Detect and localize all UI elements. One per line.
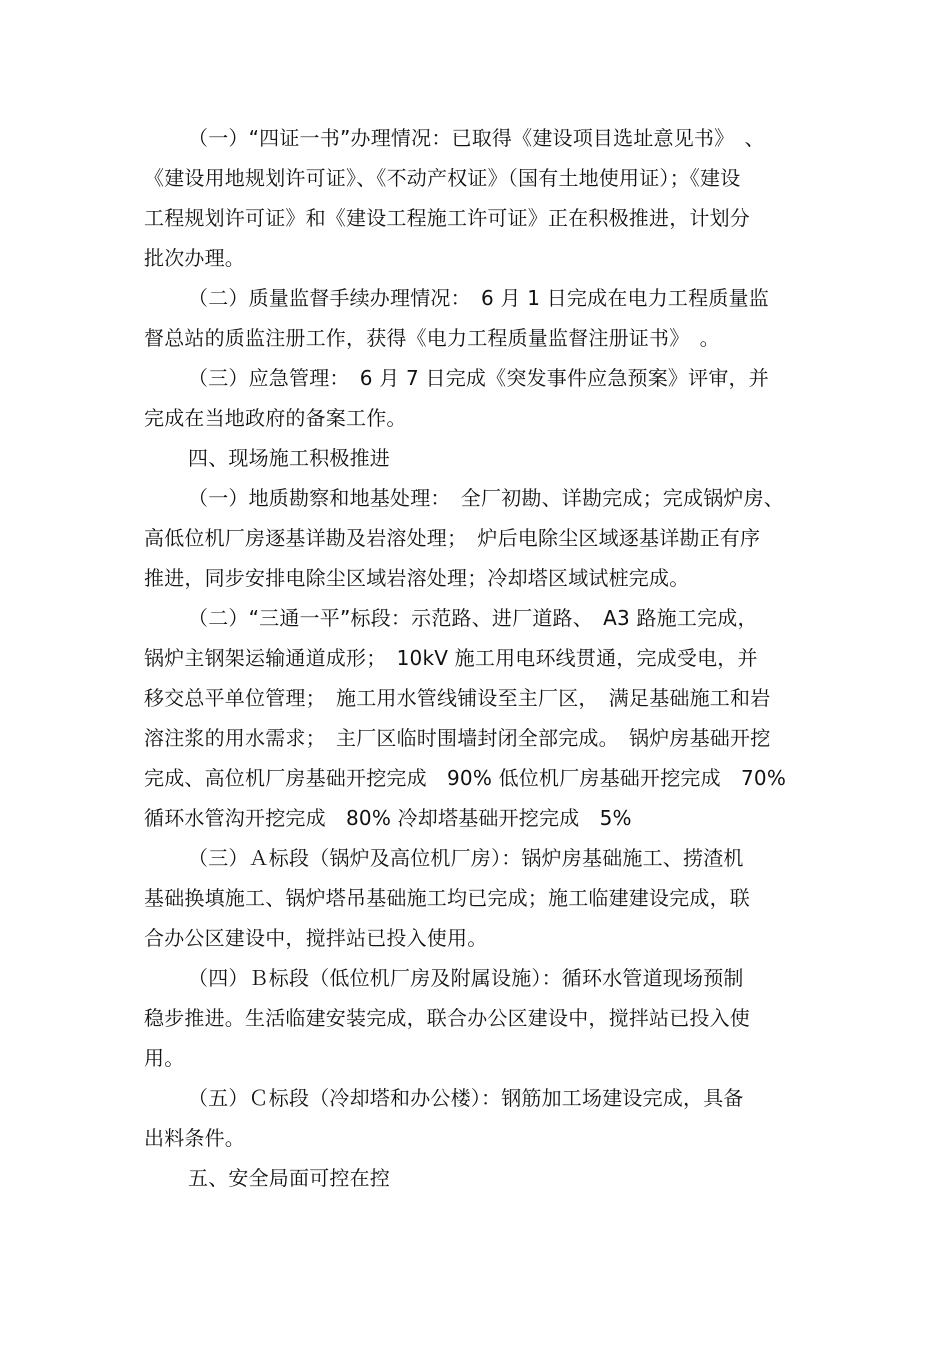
text-line: （三）应急管理： 6 月 7 日完成《突发事件应急预案》评审，并 (188, 366, 769, 390)
text-line: 督总站的质监注册工作，获得《电力工程质量监督注册证书》 。 (144, 326, 720, 350)
body-text (144, 118, 814, 1198)
text-line: 完成在当地政府的备案工作。 (144, 406, 407, 430)
text-line: 五、安全局面可控在控 (188, 1166, 390, 1190)
text-line: 高低位机厂房逐基详勘及岩溶处理； 炉后电除尘区域逐基详勘正有序 (144, 526, 761, 550)
text-line: （五）Ｃ标段（冷却塔和办公楼）：钢筋加工场建设完成，具备 (188, 1086, 744, 1110)
text-line: 稳步推进。生活临建安装完成，联合办公区建设中，搅拌站已投入使 (144, 1006, 750, 1030)
text-line: 合办公区建设中，搅拌站已投入使用。 (144, 926, 488, 950)
text-line: 基础换填施工、锅炉塔吊基础施工均已完成；施工临建建设完成，联 (144, 886, 750, 910)
text-line: 《建设用地规划许可证》、《不动产权证》（国有土地使用证）；《建设 (144, 166, 741, 190)
text-line: 推进，同步安排电除尘区域岩溶处理；冷却塔区域试桩完成。 (144, 566, 690, 590)
text-line: （二）质量监督手续办理情况： 6 月 1 日完成在电力工程质量监 (188, 286, 769, 310)
text-line: 完成、高位机厂房基础开挖完成 90% 低位机厂房基础开挖完成 70% (144, 766, 787, 790)
text-line: 循环水管沟开挖完成 80% 冷却塔基础开挖完成 5% (144, 806, 632, 830)
text-line: 移交总平单位管理； 施工用水管线铺设至主厂区， 满足基础施工和岩 (144, 686, 771, 710)
text-line: （二）“三通一平”标段：示范路、进厂道路、 A3 路施工完成， (188, 606, 758, 630)
text-line: （一）地质勘察和地基处理： 全厂初勘、详勘完成；完成锅炉房、 (188, 486, 784, 510)
text-line: （四）Ｂ标段（低位机厂房及附属设施）：循环水管道现场预制 (188, 966, 744, 990)
text-line: 锅炉主钢架运输通道成形； 10kV 施工用电环线贯通，完成受电，并 (144, 646, 758, 670)
text-line: （三）Ａ标段（锅炉及高位机厂房）：锅炉房基础施工、捞渣机 (188, 846, 744, 870)
text-line: 溶注浆的用水需求； 主厂区临时围墙封闭全部完成。 锅炉房基础开挖 (144, 726, 771, 750)
text-line: （一）“四证一书”办理情况：已取得《建设项目选址意见书》 、 (188, 126, 765, 150)
text-line: 出料条件。 (144, 1126, 245, 1150)
text-line: 工程规划许可证》和《建设工程施工许可证》正在积极推进，计划分 (144, 206, 750, 230)
text-line: 四、现场施工积极推进 (188, 446, 390, 470)
text-line: 用。 (144, 1046, 185, 1070)
text-line: 批次办理。 (144, 246, 245, 270)
